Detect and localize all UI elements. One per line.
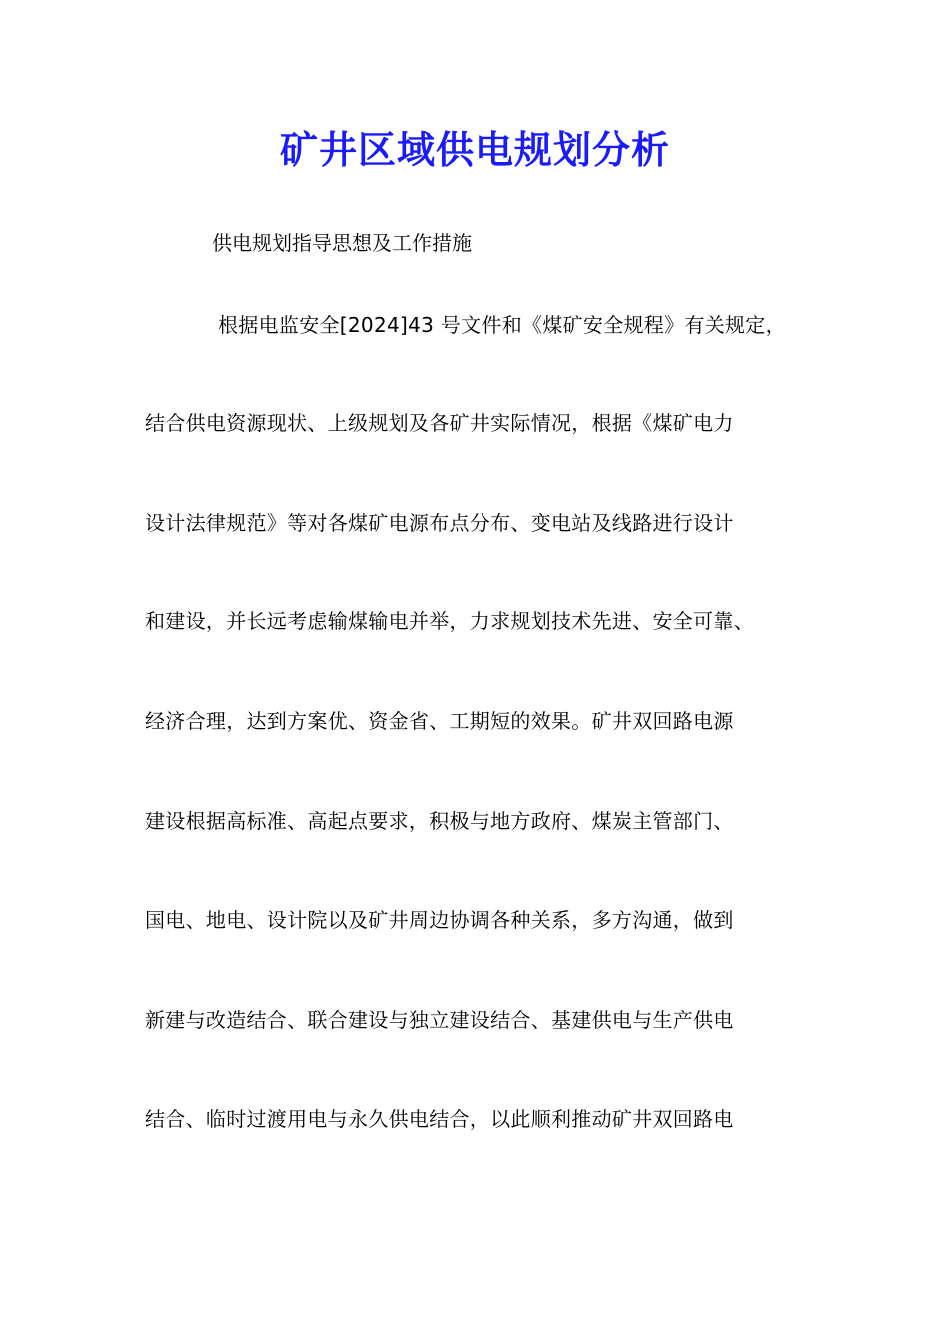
section-heading: 供电规划指导思想及工作措施 [212, 231, 472, 255]
body-line-8: 新建与改造结合、联合建设与独立建设结合、基建供电与生产供电 [145, 1008, 734, 1032]
body-line-9: 结合、临时过渡用电与永久供电结合，以此顺利推动矿井双回路电 [145, 1107, 734, 1131]
document-title: 矿井区域供电规划分析 [279, 127, 670, 172]
body-line-6: 建设根据高标准、高起点要求，积极与地方政府、煤炭主管部门、 [145, 809, 734, 833]
body-line-2: 结合供电资源现状、上级规划及各矿井实际情况，根据《煤矿电力 [145, 411, 734, 435]
body-line-1: 根据电监安全[2024]43 号文件和《煤矿安全规程》有关规定， [218, 313, 786, 337]
body-line-4: 和建设，并长远考虑输煤输电并举，力求规划技术先进、安全可靠、 [145, 609, 754, 633]
body-line-7: 国电、地电、设计院以及矿井周边协调各种关系，多方沟通，做到 [145, 908, 734, 932]
body-line-3: 设计法律规范》等对各煤矿电源布点分布、变电站及线路进行设计 [145, 511, 734, 535]
body-line-5: 经济合理，达到方案优、资金省、工期短的效果。矿井双回路电源 [145, 709, 734, 733]
